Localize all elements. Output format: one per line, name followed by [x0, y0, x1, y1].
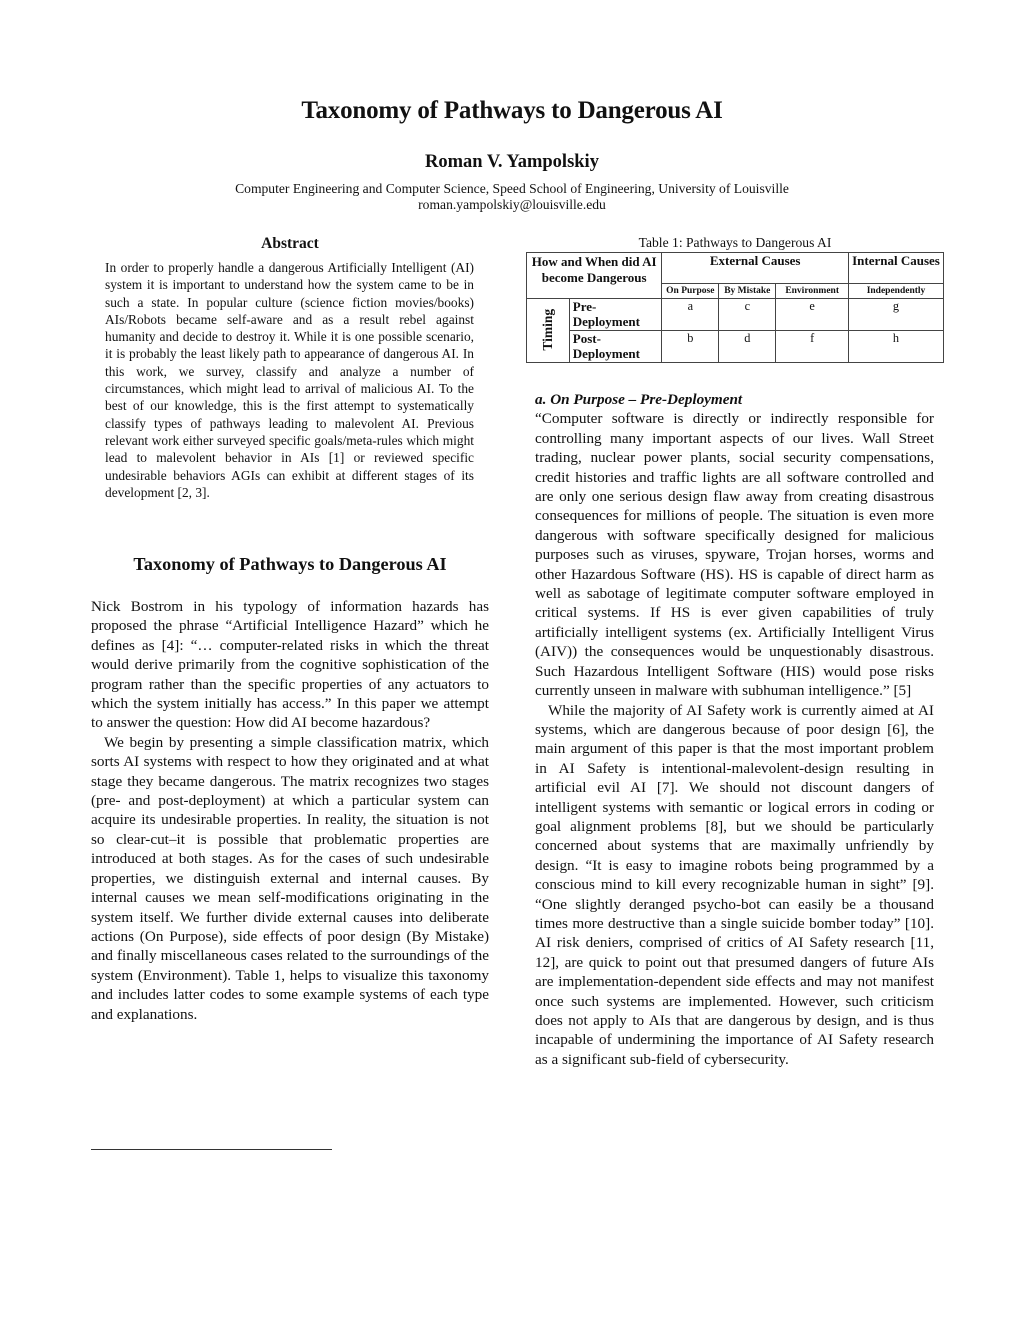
pathways-table	[526, 252, 944, 363]
table-row	[527, 330, 944, 362]
table-cell: f	[776, 330, 849, 362]
table-cell: e	[776, 298, 849, 330]
paragraph: While the majority of AI Safety work is currently aimed at AI systems, which are dangerous because of poor design [6], the main argument of this paper is that the most important problem in AI Safety is intentional-malevolent-design resulting in artificial evil AI [7]. We should not discount dangers of intelligent systems with semantic or logical errors in coding or goal alignment problems [8], but we should be particularly concerned about systems that are maximally unfriendly by design. “It is easy to imagine robots being programmed by a conscious mind to kill every recognizable human in sight” [9]. “One slightly deranged psycho-bot can easily be a thousand times more destructive than a single suicide bomber today” [10]. AI risk deniers, comprised of critics of AI Safety research [11, 12], are quick to point out that presumed dangers of future AIs are implementation-dependent side effects and may not manifest once such systems are implemented. However, such criticism does not apply to AIs that are dangerous by design, and is thus incapable of undermining the importance of AI Safety research as a significant sub-field of cybersecurity.	[535, 701, 934, 1068]
paragraph: Nick Bostrom in his typology of information hazards has proposed the phrase “Artificial Intelligence Hazard” which he defines as [4]: “… computer-related risks in which the threat would derive primarily from the cognitive sophistication of the program rather than the specific properties of any actuators to which the system initially has access.” In this paper we attempt to answer the question: How did AI become hazardous?	[91, 598, 489, 732]
author-affiliation-block	[0, 181, 1024, 213]
paragraph: “Computer software is directly or indirectly responsible for controlling many important aspects of our lives. Wall Street trading, nuclear power plants, social security compensations, credit histories and traffic lights are all software controlled and are only one serious design flaw away from creating disastrous consequences for millions of people. The situation is even more dangerous with software specifically designed for malicious purposes such as viruses, spyware, Trojan horses, worms and other Hazardous Software (HS). HS is capable of direct harm as well as sabotage of legitimate computer software employed in critical systems. If HS is ever given capabilities of truly artificially intelligent systems (ex. Artificially Intelligent Virus (AIV)) the consequences would be unquestionably disastrous. Such Hazardous Intelligent Software (HIS) would pose risks currently unseen in malware with subhuman intelligence.” [5]	[535, 410, 934, 700]
footnote-divider	[91, 1149, 332, 1150]
affiliation: Computer Engineering and Computer Science, Speed School of Engineering, University of Louisville	[235, 181, 789, 196]
paragraph: We begin by presenting a simple classification matrix, which sorts AI systems with respect to how they originated and at what stage they became dangerous. The matrix recognizes two stages (pre- and post-deployment) at which a particular system can acquire its undesirable properties. In reality, the situation is not so clear-cut–it is possible that problematic properties are introduced at both stages. As for the cases of such undesirable properties, we distinguish external and internal causes. By internal causes we mean self-modifications originating in the system itself. We further divide external causes into deliberate actions (On Purpose), side effects of poor design (By Mistake) and finally miscellaneous cases related to the surroundings of the system (Environment). Table 1, helps to visualize this taxonomy and includes latter codes to some example systems of each type and explanations.	[91, 733, 489, 1023]
row-label-line: Post-	[572, 330, 601, 346]
subheader-environment: Environment	[776, 284, 849, 299]
subheader-by-mistake: By Mistake	[719, 284, 776, 299]
row-label-line: Pre-	[572, 298, 597, 314]
table-cell: c	[719, 298, 776, 330]
section-heading: Taxonomy of Pathways to Dangerous AI	[133, 554, 447, 574]
table-caption: Table 1: Pathways to Dangerous AI	[638, 235, 832, 250]
table-header-row	[527, 253, 944, 284]
table-cell: a	[662, 298, 719, 330]
row-label-line: Deployment	[572, 314, 640, 329]
external-causes-header: External Causes	[662, 253, 849, 284]
internal-causes-header: Internal Causes	[849, 253, 944, 284]
table-cell: b	[662, 330, 719, 362]
corner-header: How and When did AI become Dangerous	[527, 253, 662, 299]
subsection-a	[535, 390, 934, 1069]
timing-label: Timing	[540, 308, 556, 351]
subsection-heading: a. On Purpose – Pre-Deployment	[535, 391, 743, 408]
timing-label-cell	[527, 298, 570, 362]
table-row	[527, 298, 944, 330]
table-cell: g	[849, 298, 944, 330]
table-cell: d	[719, 330, 776, 362]
table-cell: h	[849, 330, 944, 362]
row-label-line: Deployment	[572, 346, 640, 361]
abstract-heading: Abstract	[261, 235, 319, 252]
abstract-text: In order to properly handle a dangerous Artificially Intelligent (AI) system it is important to understand how the system came to be in such a state. In popular culture (science fiction movies/books) AIs/Robots became self-aware and as a result rebel against humanity and decide to destroy it. While it is one possible scenario, it is probably the least likely path to appearance of dangerous AI. In this work, we survey, classify and analyze a number of circumstances, which might lead to arrival of malicious AI. To the best of our knowledge, this is the first attempt to systematically classify types of pathways leading to malevolent AI. Previous relevant work either surveyed specific goals/meta-rules which might lead to malevolent behavior in AIs [1] or reviewed specific undesirable behaviors AGIs can exhibit at different stages of its development [2, 3].	[105, 260, 474, 500]
subheader-independently: Independently	[849, 284, 944, 299]
section-body	[91, 597, 489, 1024]
row-label-post-deployment	[569, 330, 662, 362]
paper-title: Taxonomy of Pathways to Dangerous AI	[301, 97, 723, 124]
author-email: roman.yampolskiy@louisville.edu	[418, 197, 606, 212]
subheader-on-purpose: On Purpose	[662, 284, 719, 299]
author-name: Roman V. Yampolskiy	[425, 152, 599, 172]
row-label-pre-deployment	[569, 298, 662, 330]
